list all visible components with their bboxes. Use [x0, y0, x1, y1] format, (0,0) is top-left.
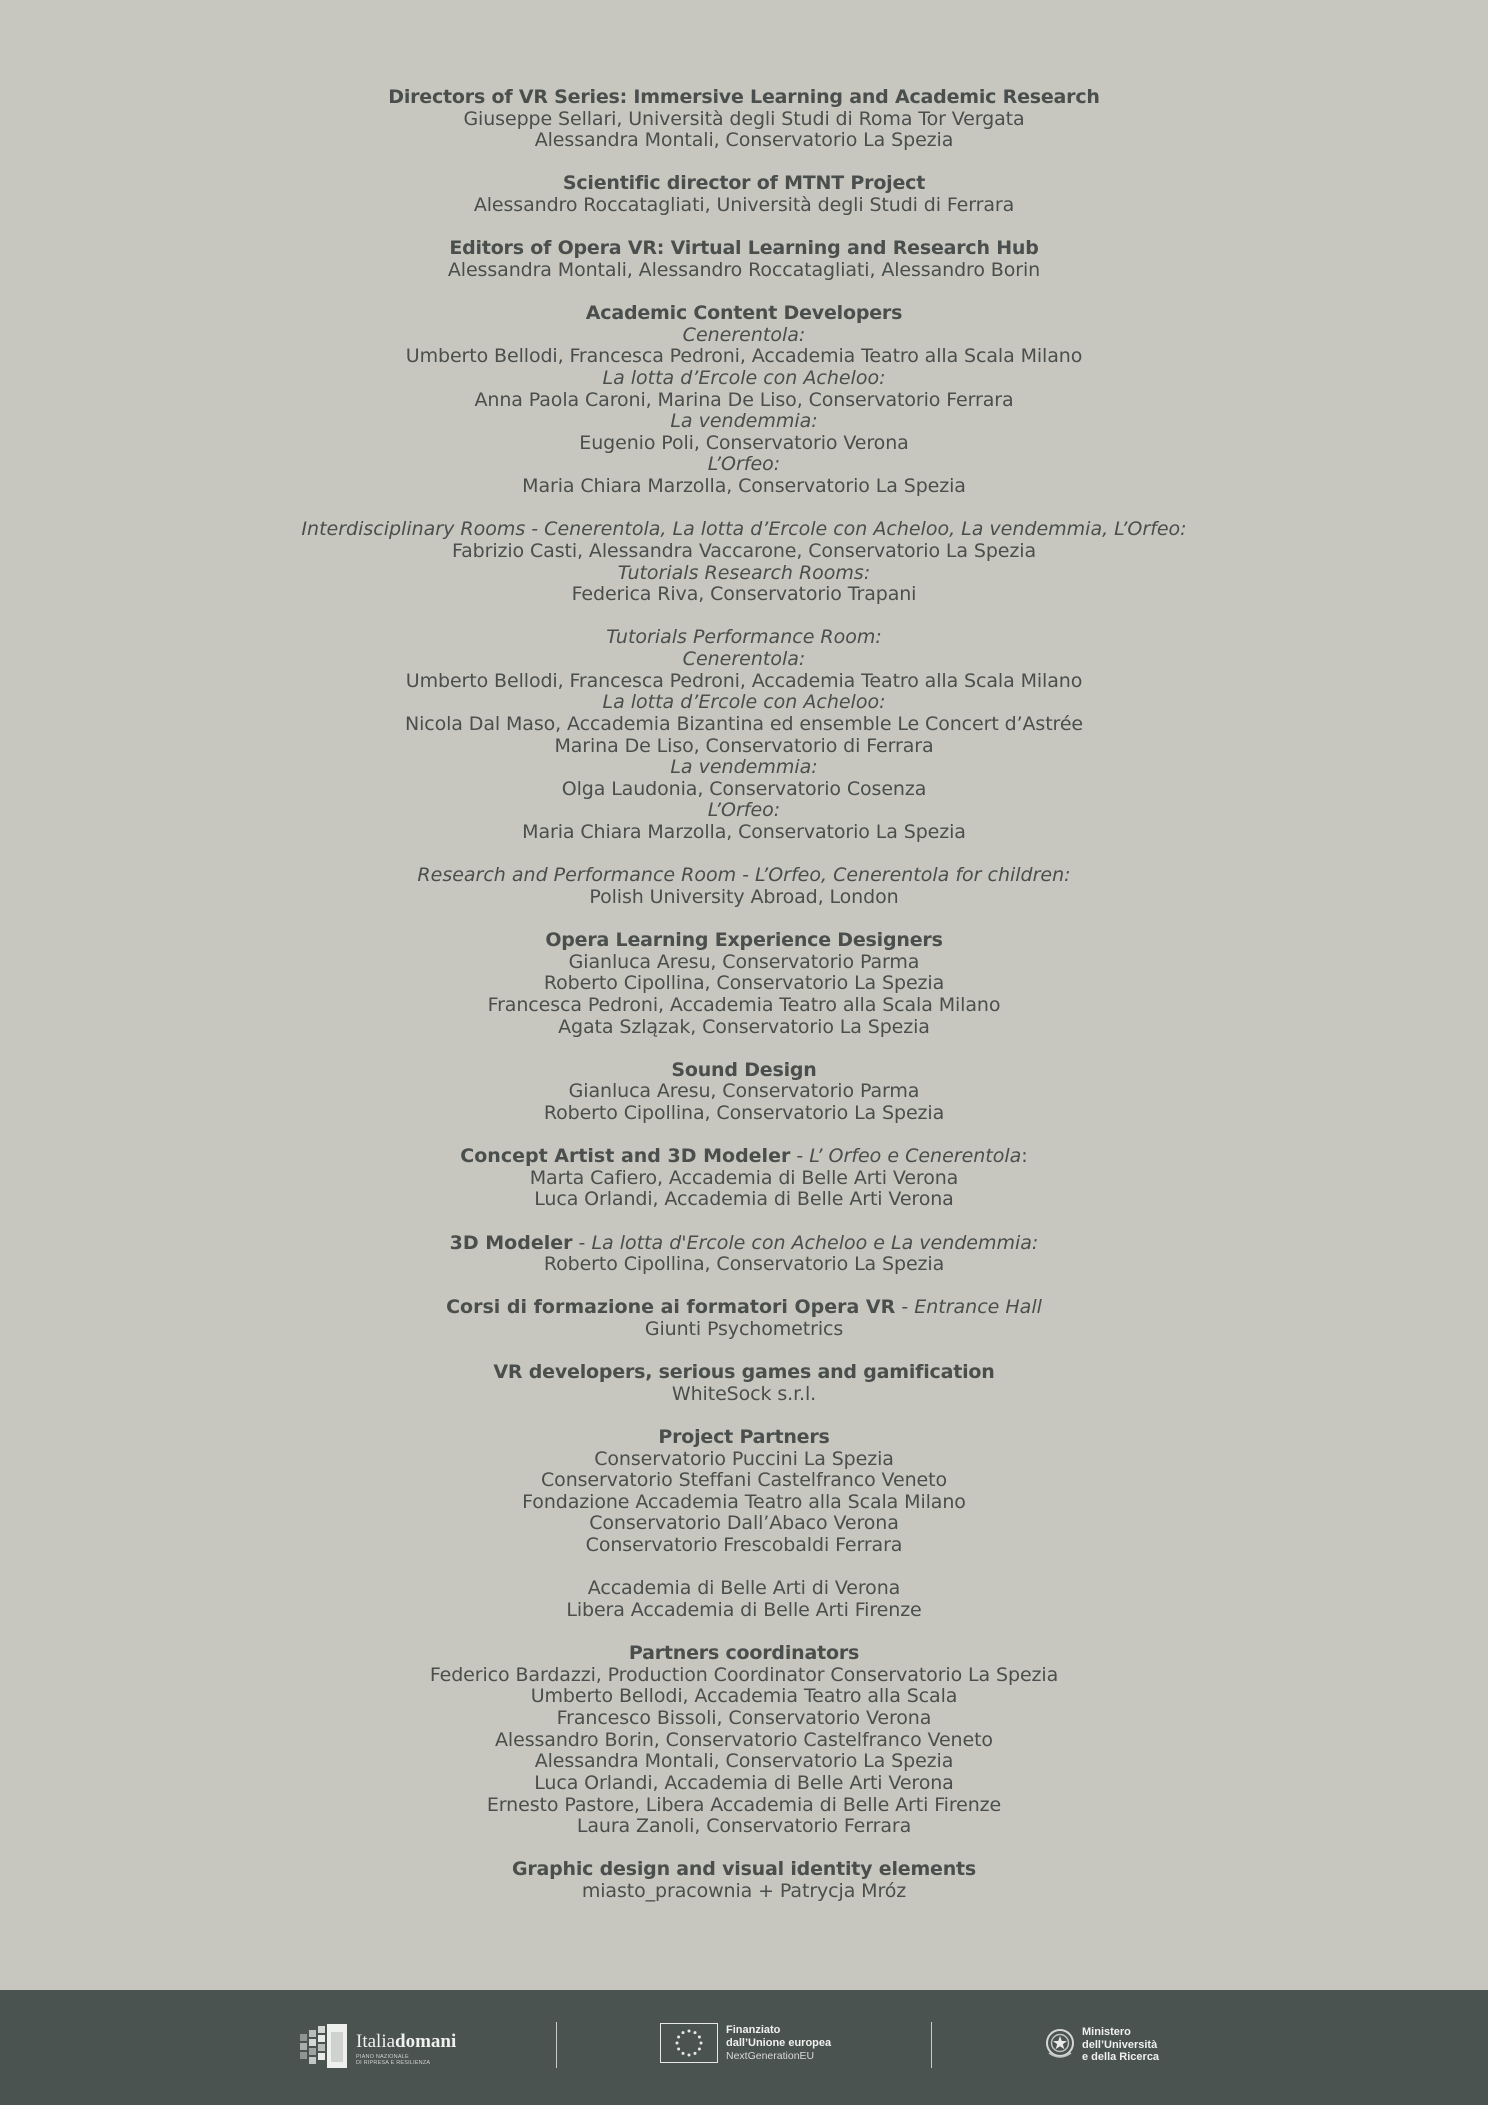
credit-name: Polish University Abroad, London [589, 885, 899, 908]
ministry-line: dell’Università [1082, 2038, 1158, 2051]
credit-name: Francesco Bissoli, Conservatorio Verona [556, 1707, 932, 1730]
credit-name: Roberto Cipollina, Conservatorio La Spezia [543, 1101, 945, 1124]
section-heading: Directors of VR Series: Immersive Learning and Academic Research [388, 86, 1100, 108]
spacer [0, 1557, 1488, 1579]
modeler-3d-section [0, 1233, 1488, 1276]
heading-separator: - [895, 1296, 915, 1319]
section-heading: Sound Design [671, 1058, 817, 1081]
research-performance-section [0, 865, 1488, 908]
italiadomani-name-bold: domani [395, 2031, 457, 2052]
credit-name: Roberto Cipollina, Conservatorio La Spezia [543, 1253, 945, 1276]
partner-name: Libera Accademia di Belle Arti Firenze [566, 1599, 922, 1622]
italiadomani-wordmark [356, 2032, 456, 2066]
partners-section [0, 1427, 1488, 1622]
section-heading: Editors of Opera VR: Virtual Learning and Research Hub [449, 237, 1039, 260]
section-heading: Graphic design and visual identity elements [511, 1858, 977, 1881]
section-heading: Academic Content Developers [585, 301, 903, 324]
ministry-logo [1045, 2025, 1159, 2065]
ministry-line: e della Ricerca [1082, 2051, 1160, 2064]
credit-name: Gianluca Aresu, Conservatorio Parma [568, 1080, 920, 1103]
footer-divider [556, 2022, 557, 2068]
partner-name: Fondazione Accademia Teatro alla Scala Milano [522, 1490, 966, 1513]
credit-name: Marina De Liso, Conservatorio di Ferrara [554, 734, 934, 757]
heading-bold-part: 3D Modeler [449, 1231, 573, 1254]
interdisciplinary-section [0, 519, 1488, 606]
section-heading: Scientific director of MTNT Project [562, 172, 926, 195]
work-title: La lotta d’Ercole con Acheloo: [602, 366, 886, 389]
credit-name: Maria Chiara Marzolla, Conservatorio La Spezia [522, 821, 966, 844]
sound-design-section [0, 1060, 1488, 1125]
italiadomani-name-regular: Italia [356, 2031, 396, 2052]
credit-name: Giuseppe Sellari, Università degli Studi di Roma Tor Vergata [463, 107, 1025, 130]
work-title: L’Orfeo: [707, 453, 781, 476]
scientific-director-section [0, 173, 1488, 216]
credit-name: Giunti Psychometrics [644, 1317, 844, 1340]
section-heading: Partners coordinators [628, 1642, 860, 1665]
directors-section [0, 87, 1488, 152]
work-title: Cenerentola: [682, 647, 806, 670]
heading-separator: - [790, 1145, 810, 1168]
editors-section [0, 238, 1488, 281]
ministry-text [1082, 2026, 1159, 2064]
section-title: Research and Performance Room - L’Orfeo, Cenerentola for children: [417, 864, 1071, 887]
credit-name: Umberto Bellodi, Francesca Pedroni, Accademia Teatro alla Scala Milano [405, 345, 1083, 368]
heading-italic-part: La lotta d'Ercole con Acheloo e La vendemmia: [591, 1231, 1039, 1254]
academic-content-section [0, 303, 1488, 498]
credit-name: Alessandra Montali, Conservatorio La Spezia [534, 129, 954, 152]
heading-italic-part: L’ Orfeo e Cenerentola [809, 1145, 1022, 1168]
section-title: Tutorials Performance Room: [606, 626, 882, 649]
tutorials-performance-section [0, 627, 1488, 843]
ministry-line: Ministero [1082, 2026, 1131, 2039]
funding-footer [0, 1990, 1488, 2105]
eu-funding-logo [660, 2023, 831, 2063]
credit-name: Olga Laudonia, Conservatorio Cosenza [561, 777, 927, 800]
vr-developers-section [0, 1362, 1488, 1405]
credit-name: Alessandra Montali, Alessandro Roccatagliati, Alessandro Borin [447, 258, 1041, 281]
italiadomani-subtitle-line: DI RIPRESA E RESILIENZA [356, 2060, 431, 2066]
eu-tagline: NextGenerationEU [726, 2049, 815, 2062]
footer-divider [931, 2022, 932, 2068]
coordinators-section [0, 1643, 1488, 1838]
partner-name: Conservatorio Steffani Castelfranco Veneto [541, 1469, 947, 1492]
eu-funding-line: Finanziato [726, 2023, 781, 2036]
credit-name: Anna Paola Caroni, Marina De Liso, Conservatorio Ferrara [474, 388, 1014, 411]
partner-name: Conservatorio Frescobaldi Ferrara [585, 1534, 903, 1557]
work-title: Cenerentola: [682, 323, 806, 346]
credits-column [0, 87, 1488, 1924]
credit-name: Umberto Bellodi, Accademia Teatro alla Scala [530, 1685, 958, 1708]
partner-name: Conservatorio Dall’Abaco Verona [589, 1512, 899, 1535]
section-heading [0, 1297, 1488, 1319]
credit-name: Luca Orlandi, Accademia di Belle Arti Verona [534, 1188, 954, 1211]
section-heading: Project Partners [658, 1425, 830, 1448]
credit-name: Umberto Bellodi, Francesca Pedroni, Accademia Teatro alla Scala Milano [405, 669, 1083, 692]
credit-name: Laura Zanoli, Conservatorio Ferrara [576, 1815, 912, 1838]
heading-end: : [1021, 1145, 1028, 1168]
work-title: La vendemmia: [670, 756, 818, 779]
credit-name: Francesca Pedroni, Accademia Teatro alla Scala Milano [487, 993, 1001, 1016]
heading-bold-part: Concept Artist and 3D Modeler [460, 1145, 791, 1168]
eu-funding-text [726, 2024, 831, 2063]
credit-name: Maria Chiara Marzolla, Conservatorio La Spezia [522, 475, 966, 498]
concept-artist-section [0, 1146, 1488, 1211]
credit-name: Federico Bardazzi, Production Coordinator Conservatorio La Spezia [429, 1663, 1059, 1686]
credit-name: Alessandro Borin, Conservatorio Castelfranco Veneto [495, 1728, 993, 1751]
work-title: La vendemmia: [670, 410, 818, 433]
credit-name: Roberto Cipollina, Conservatorio La Spezia [543, 972, 945, 995]
italiadomani-logo [298, 2024, 456, 2074]
italiadomani-subtitle [356, 2054, 456, 2066]
credit-name: Federica Riva, Conservatorio Trapani [571, 583, 917, 606]
credit-name: Marta Cafiero, Accademia di Belle Arti Verona [529, 1166, 959, 1189]
credit-name: Ernesto Pastore, Libera Accademia di Belle Arti Firenze [486, 1793, 1002, 1816]
italian-emblem-icon [1045, 2025, 1075, 2065]
credit-name: WhiteSock s.r.l. [671, 1382, 817, 1405]
credit-name: Eugenio Poli, Conservatorio Verona [579, 431, 909, 454]
italiadomani-name [356, 2031, 456, 2052]
work-title: Tutorials Research Rooms: [617, 561, 871, 584]
partner-name: Accademia di Belle Arti di Verona [587, 1577, 901, 1600]
eu-flag-icon [660, 2023, 718, 2063]
eu-funding-line: dall’Unione europea [726, 2036, 832, 2049]
heading-bold-part: Corsi di formazione ai formatori Opera VR [446, 1296, 896, 1319]
section-heading [0, 1146, 1488, 1168]
credit-name: Agata Szlązak, Conservatorio La Spezia [558, 1015, 930, 1038]
section-heading: Opera Learning Experience Designers [545, 929, 943, 951]
italiadomani-emblem-icon [298, 2024, 350, 2074]
partner-name: Conservatorio Puccini La Spezia [594, 1447, 894, 1470]
credit-name: Gianluca Aresu, Conservatorio Parma [568, 950, 920, 973]
section-heading: VR developers, serious games and gamification [493, 1361, 995, 1384]
credit-name: Nicola Dal Maso, Accademia Bizantina ed ensemble Le Concert d’Astrée [404, 712, 1084, 735]
training-section [0, 1297, 1488, 1340]
credit-name: Luca Orlandi, Accademia di Belle Arti Verona [534, 1772, 954, 1794]
heading-separator: - [572, 1231, 592, 1254]
work-title: L’Orfeo: [707, 799, 781, 822]
heading-italic-part: Entrance Hall [914, 1296, 1042, 1319]
experience-designers-section [0, 930, 1488, 1038]
section-title: Interdisciplinary Rooms - Cenerentola, La lotta d’Ercole con Acheloo, La vendemmia, L’Orfeo: [301, 518, 1187, 541]
credit-name: miasto_pracownia + Patrycja Mróz [581, 1880, 907, 1903]
work-title: La lotta d’Ercole con Acheloo: [602, 691, 886, 714]
credit-name: Fabrizio Casti, Alessandra Vaccarone, Conservatorio La Spezia [452, 539, 1036, 562]
section-heading [0, 1233, 1488, 1255]
credit-name: Alessandro Roccatagliati, Università degli Studi di Ferrara [473, 194, 1015, 217]
graphic-design-section [0, 1859, 1488, 1902]
italiadomani-subtitle-line: PIANO NAZIONALE [356, 2054, 409, 2060]
credit-name: Alessandra Montali, Conservatorio La Spezia [534, 1750, 954, 1773]
